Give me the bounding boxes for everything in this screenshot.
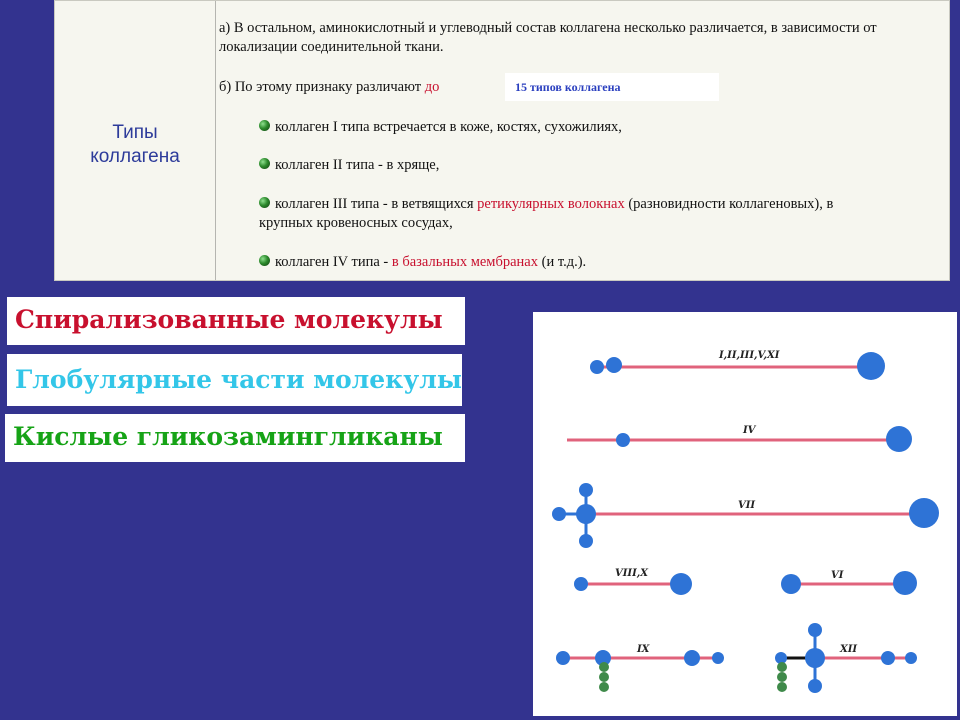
globule [552, 507, 566, 521]
globule [606, 357, 622, 373]
paragraph-a: а) В остальном, аминокислотный и углеводный состав коллагена несколько различается, в зависимости от локализации соединительной ткани. [219, 20, 877, 55]
bullet-red-text: в базальных мембранах [391, 254, 538, 270]
globule [909, 498, 939, 528]
bullet-text-end: (и т.д.). [538, 254, 587, 270]
table-right-cell [217, 1, 949, 280]
collagen-types-heading: Типы коллагена [90, 121, 180, 167]
type-label: VII [738, 500, 756, 511]
globule [905, 652, 917, 664]
green-bullet-icon [259, 197, 270, 208]
type-vii-molecule [552, 483, 939, 548]
type-xii-molecule [775, 623, 917, 693]
globule [808, 679, 822, 693]
globule [881, 651, 895, 665]
bullet-text: коллаген I типа встречается в коже, костях, сухожилиях, [275, 119, 622, 135]
gag-chain [599, 662, 609, 672]
globule [893, 571, 917, 595]
globule [886, 426, 912, 452]
type-label: IX [637, 644, 650, 655]
globule [576, 504, 596, 524]
type-i-molecule [590, 350, 885, 380]
bullet-text: коллаген III типа - в ветвящихся [275, 196, 478, 212]
globule [579, 534, 593, 548]
legend-acidic-gag: Кислые гликозамингликаны [5, 414, 465, 462]
type-label: XII [840, 644, 858, 655]
green-bullet-icon [259, 255, 270, 266]
type-label: I,II,III,V,XI [719, 350, 780, 361]
globule [556, 651, 570, 665]
globule [574, 577, 588, 591]
globule [579, 483, 593, 497]
bullet-type-1 [259, 118, 919, 137]
gag-chain [777, 672, 787, 682]
bullet-text-end: (разновидности коллагеновых), в крупных кровеносных сосудах, [259, 196, 834, 231]
globule [590, 360, 604, 374]
globule [670, 573, 692, 595]
globule [805, 648, 825, 668]
globule [712, 652, 724, 664]
bullet-type-3 [259, 195, 869, 233]
bullet-type-4 [259, 253, 919, 272]
paragraph-b-red: до [424, 79, 440, 95]
bullet-type-2 [259, 156, 919, 175]
globule [684, 650, 700, 666]
green-bullet-icon [259, 158, 270, 169]
legend-helical: Спирализованные молекулы [7, 297, 465, 345]
type-vi-molecule [781, 570, 917, 595]
green-bullet-icon [259, 120, 270, 131]
gag-chain [599, 672, 609, 682]
collagen-diagram-svg [533, 312, 957, 716]
type-ix-molecule [556, 644, 724, 692]
bullet-text: коллаген IV типа - [275, 254, 392, 270]
globule [857, 352, 885, 380]
globule [616, 433, 630, 447]
globule [781, 574, 801, 594]
gag-chain [599, 682, 609, 692]
bullet-red-text: ретикулярных волокнах [477, 196, 625, 212]
paragraph-b-text: б) По этому признаку различают [219, 79, 425, 95]
type-label: IV [743, 425, 756, 436]
type-label: VIII,X [615, 568, 649, 579]
collagen-types-table [54, 0, 950, 281]
legend-globular: Глобулярные части молекулы [7, 354, 462, 406]
gag-chain [777, 662, 787, 672]
type-viii-molecule [574, 568, 692, 595]
collagen-count-highlight: 15 типов коллагена [505, 73, 719, 101]
collagen-structure-diagram [533, 312, 957, 716]
type-iv-molecule [567, 425, 912, 452]
bullet-text: коллаген II типа - в хряще, [275, 157, 440, 173]
gag-chain [777, 682, 787, 692]
table-left-cell [55, 1, 216, 280]
type-label: VI [831, 570, 844, 581]
globule [808, 623, 822, 637]
